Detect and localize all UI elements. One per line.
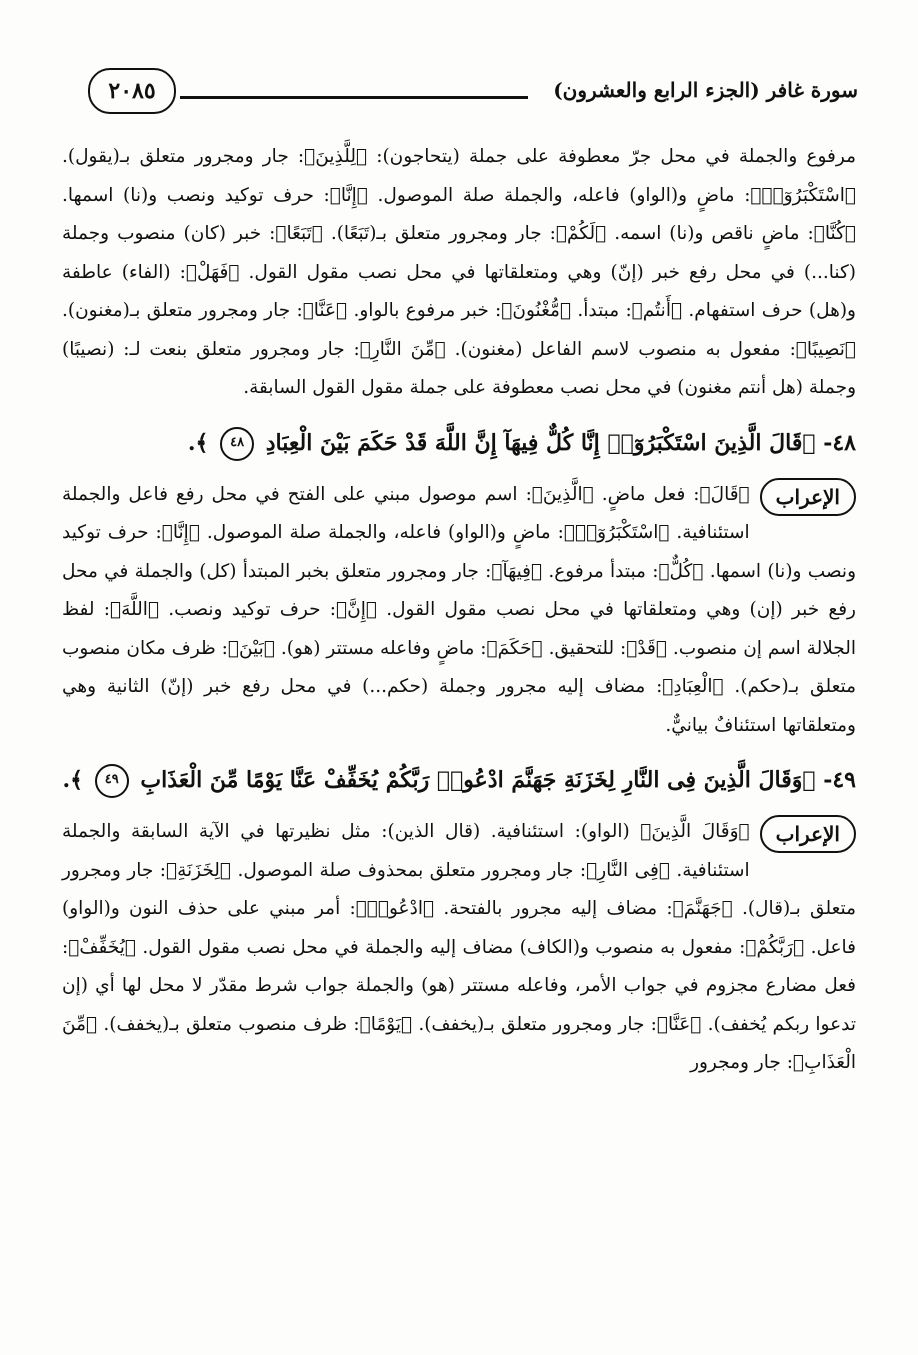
ayah-number-marker: ٤٨ (220, 427, 254, 461)
page-body (62, 138, 856, 1335)
erab-paragraph-49 (62, 813, 856, 1083)
erab-label: الإعراب (760, 815, 856, 853)
erab-text: ﴿قَالَ﴾: فعل ماضٍ. ﴿الَّذِينَ﴾: اسم موصول مبني على الفتح في محل رفع فاعل والجملة استئنافية. ﴿اسْتَكْبَرُوٓا۟﴾: ماضٍ و(الواو) فاعله، والجملة صلة الموصول. ﴿إِنَّا﴾: حرف توكيد ونصب و(نا) اسمها. ﴿كُلٌّ﴾: مبتدأ مرفوع. ﴿فِيهَآ﴾: جار ومجرور متعلق بخبر المبتدأ (كل) والجملة في محل رفع خبر (إن) وهي ومتعلقاتها في محل نصب مقول القول. ﴿إِنَّ﴾: حرف توكيد ونصب. ﴿اللَّهَ﴾: لفظ الجلالة اسم إن منصوب. ﴿قَدْ﴾: للتحقيق. ﴿حَكَمَ﴾: ماضٍ وفاعله مستتر (هو). ﴿بَيْنَ﴾: ظرف مكان منصوب متعلق بـ(حكم). ﴿الْعِبَادِ﴾: مضاف إليه مجرور وجملة (حكم...) في محل رفع خبر (إنّ) الثانية وهي ومتعلقاتها استئنافٌ بيانيٌّ. (62, 483, 856, 736)
verse-number: ٤٩- (823, 767, 856, 793)
verse-close: ﴾. (62, 767, 84, 793)
intro-paragraph: مرفوع والجملة في محل جرّ معطوفة على جملة (يتحاجون): ﴿لِلَّذِينَ﴾: جار ومجرور متعلق بـ(يقول). ﴿اسْتَكْبَرُوٓا۟﴾: ماضٍ و(الواو) فاعله، والجملة صلة الموصول. ﴿إِنَّا﴾: حرف توكيد ونصب و(نا) اسمها. ﴿كُنَّا﴾: ماضٍ ناقص و(نا) اسمه. ﴿لَكُمْ﴾: جار ومجرور متعلق بـ(تَبَعًا). ﴿تَبَعًا﴾: خبر (كان) منصوب وجملة (كنا...) في محل رفع خبر (إنّ) وهي ومتعلقاتها في محل نصب مقول القول. ﴿فَهَلْ﴾: (الفاء) عاطفة و(هل) حرف استفهام. ﴿أَنتُم﴾: مبتدأ. ﴿مُّغْنُونَ﴾: خبر مرفوع بالواو. ﴿عَنَّا﴾: جار ومجرور متعلق بـ(مغنون). ﴿نَصِيبًا﴾: مفعول به منصوب لاسم الفاعل (مغنون). ﴿مِّنَ النَّارِ﴾: جار ومجرور متعلق بنعت لـ: (نصيبًا) وجملة (هل أنتم مغنون) في محل نصب معطوفة على جملة مقول القول السابقة. (62, 146, 856, 398)
header-title: سورة غافر (الجزء الرابع والعشرون) (553, 78, 858, 102)
verse-text: ﴿وَقَالَ الَّذِينَ فِى النَّارِ لِخَزَنَةِ جَهَنَّمَ ادْعُوا۟ رَبَّكُمْ يُخَفِّفْ عَنَّا يَوْمًا مِّنَ الْعَذَابِ (140, 767, 816, 793)
ayah-number-marker: ٤٩ (95, 764, 129, 798)
verse-close: ﴾. (187, 429, 209, 456)
page-header (88, 66, 858, 118)
verse-48 (62, 418, 856, 468)
header-rule (180, 96, 528, 99)
erab-paragraph-48 (62, 476, 856, 746)
verse-49 (62, 755, 856, 805)
verse-text: ﴿قَالَ الَّذِينَ اسْتَكْبَرُوٓا۟ إِنَّا كُلٌّ فِيهَآ إِنَّ اللَّهَ قَدْ حَكَمَ بَيْنَ الْعِبَادِ (265, 429, 816, 456)
erab-text: ﴿وَقَالَ الَّذِينَ﴾ (الواو): استئنافية. (قال الذين): مثل نظيرتها في الآية السابقة والجملة استئنافية. ﴿فِى النَّارِ﴾: جار ومجرور متعلق بمحذوف صلة الموصول. ﴿لِخَزَنَةِ﴾: جار ومجرور متعلق بـ(قال). ﴿جَهَنَّمَ﴾: مضاف إليه مجرور بالفتحة. ﴿ادْعُوا۟﴾: أمر مبني على حذف النون و(الواو) فاعل. ﴿رَبَّكُمْ﴾: مفعول به منصوب و(الكاف) مضاف إليه والجملة في محل نصب مقول القول. ﴿يُخَفِّفْ﴾: فعل مضارع مجزوم في جواب الأمر، وفاعله مستتر (هو) والجملة جواب شرط مقدّر لا محل لها أي (إن تدعوا ربكم يُخفف). ﴿عَنَّا﴾: جار ومجرور متعلق بـ(يخفف). ﴿يَوْمًا﴾: ظرف منصوب متعلق بـ(يخفف). ﴿مِّنَ الْعَذَابِ﴾: جار ومجرور (62, 821, 856, 1073)
erab-label: الإعراب (760, 478, 856, 516)
page-number: ٢٠٨٥ (88, 68, 176, 114)
verse-number: ٤٨- (823, 429, 856, 456)
